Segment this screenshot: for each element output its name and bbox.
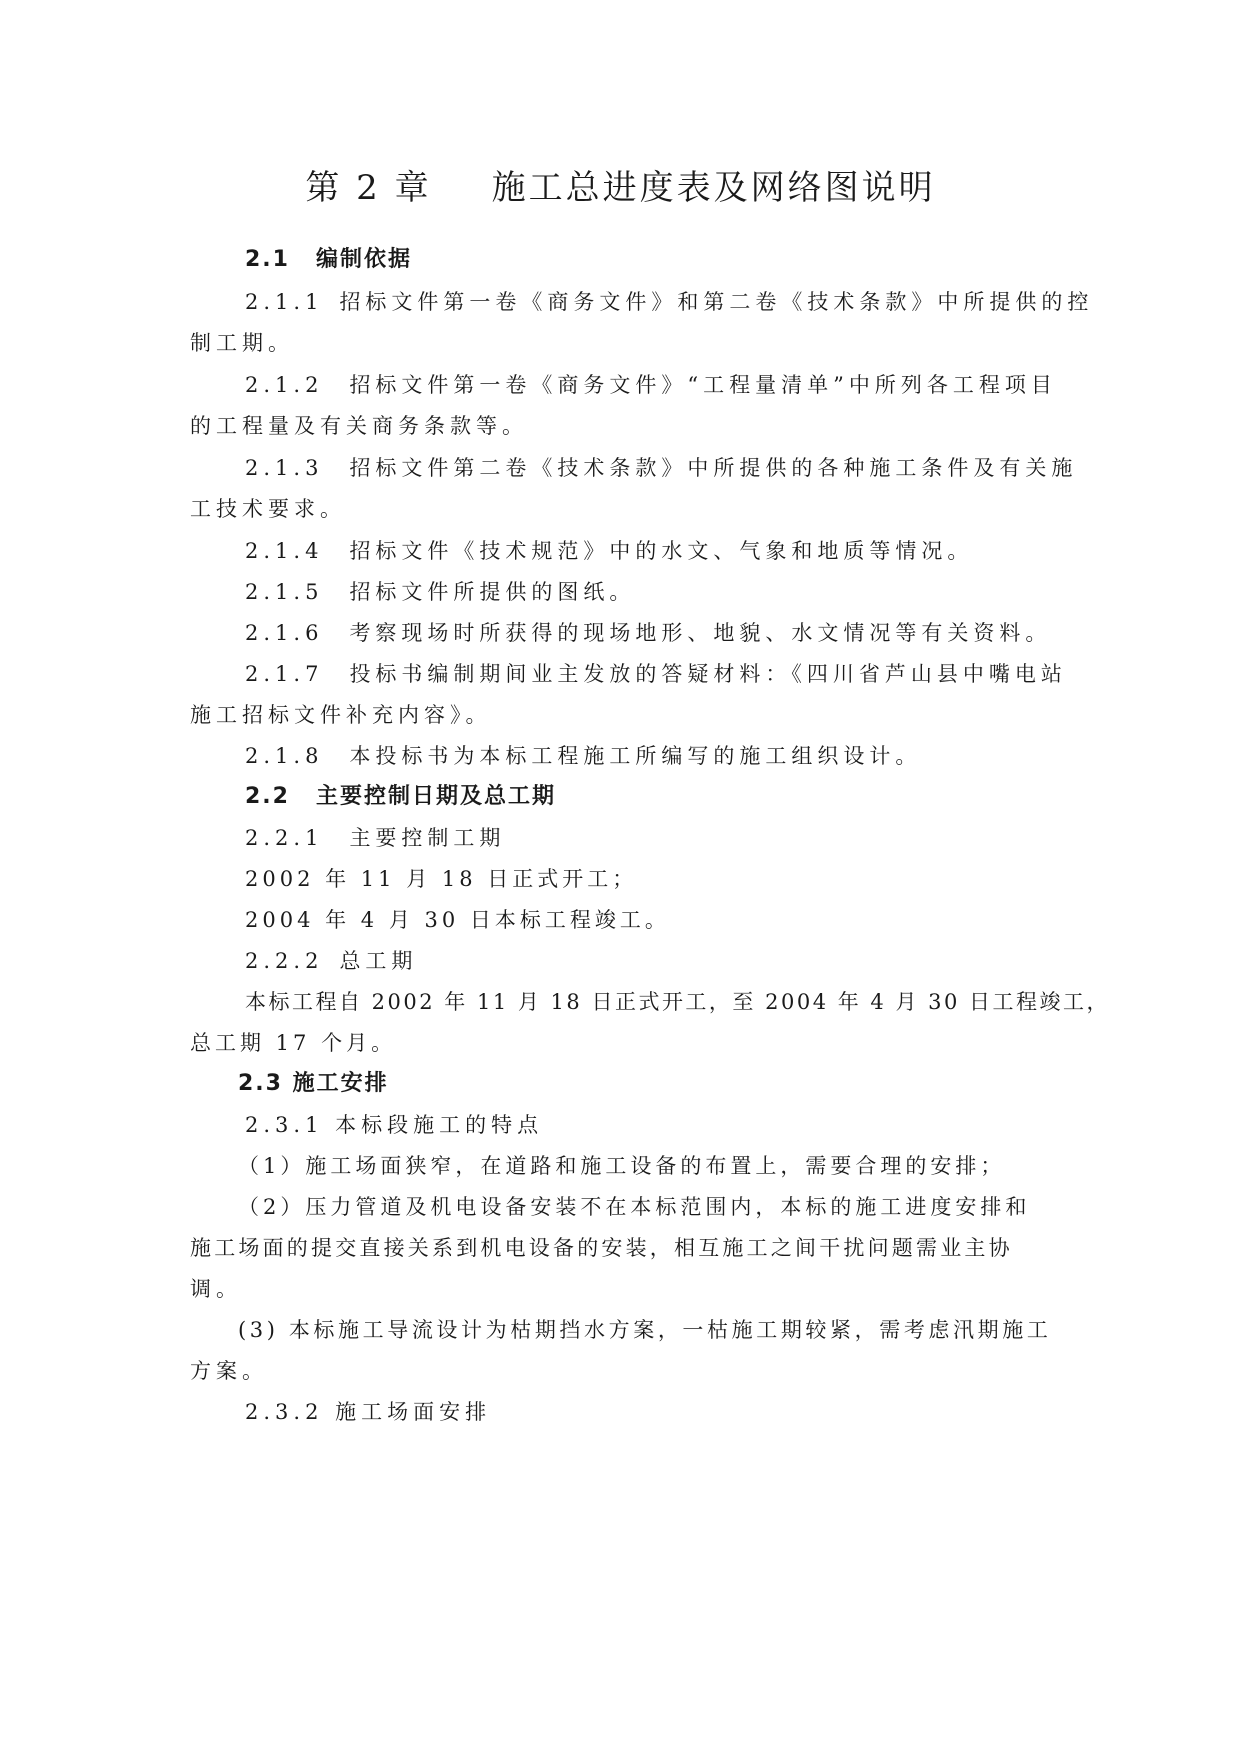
item-number: 2.1.4 (245, 539, 324, 563)
subsection-2-2-2 (245, 946, 1120, 976)
chapter-title (0, 160, 1241, 209)
section-heading-2-3: 2.3 施工安排 (238, 1071, 389, 1096)
item-number: 2.1.5 (245, 580, 324, 604)
section-heading-2-1 (245, 245, 1120, 275)
section-number: 2.2 (245, 784, 290, 809)
item-text: 考察现场时所获得的现场地形、地貌、水文情况等有关资料。 (349, 621, 1052, 645)
item-number: 2.1.1 (245, 290, 324, 314)
item-2-1-1-line1 (245, 287, 1120, 317)
section-heading-2-2 (245, 782, 1120, 812)
item-number: 2.1.6 (245, 621, 324, 645)
item-2-1-5 (245, 577, 1120, 607)
total-duration-line2: 总工期 17 个月。 (190, 1031, 397, 1055)
item-2-1-7-line1 (245, 659, 1120, 689)
item-text: 主要控制工期 (349, 826, 506, 850)
item-2-1-7-line2: 施工招标文件补充内容》。 (190, 703, 492, 727)
item-text: 招标文件第一卷《商务文件》和第二卷《技术条款》中所提供的控 (339, 290, 1094, 314)
item-text: 招标文件《技术规范》中的水文、气象和地质等情况。 (349, 539, 974, 563)
subsection-2-3-2: 2.3.2 施工场面安排 (245, 1400, 492, 1424)
feature-3-line2: 方案。 (190, 1359, 268, 1383)
item-number: 2.1.7 (245, 662, 324, 686)
item-number: 2.2.2 (245, 949, 324, 973)
subsection-2-3-1: 2.3.1 本标段施工的特点 (245, 1113, 544, 1137)
feature-1: （1）施工场面狭窄，在道路和施工设备的布置上，需要合理的安排； (238, 1154, 1006, 1178)
completion-date: 2004 年 4 月 30 日本标工程竣工。 (245, 908, 670, 932)
section-title: 编制依据 (315, 247, 412, 272)
section-title: 主要控制日期及总工期 (315, 784, 556, 809)
start-date: 2002 年 11 月 18 日正式开工； (245, 867, 638, 891)
item-2-1-2-line2: 的工程量及有关商务条款等。 (190, 414, 528, 438)
item-number: 2.1.2 (245, 373, 324, 397)
feature-2-line1: （2）压力管道及机电设备安装不在本标范围内，本标的施工进度安排和 (238, 1195, 1031, 1219)
item-number: 2.1.8 (245, 744, 324, 768)
item-text: 招标文件所提供的图纸。 (349, 580, 636, 604)
item-number: 2.2.1 (245, 826, 324, 850)
item-number: 2.1.3 (245, 456, 324, 480)
chapter-title-text: 施工总进度表及网络图说明 (491, 168, 936, 208)
subsection-2-2-1 (245, 823, 1120, 853)
item-text: 总工期 (339, 949, 418, 973)
item-text: 招标文件第二卷《技术条款》中所提供的各种施工条件及有关施 (349, 456, 1078, 480)
chapter-number: 第 2 章 (305, 168, 432, 208)
item-2-1-6 (245, 618, 1120, 648)
item-2-1-8 (245, 741, 1120, 771)
section-number: 2.1 (245, 247, 290, 272)
feature-2-line3: 调。 (190, 1277, 242, 1301)
item-text: 本投标书为本标工程施工所编写的施工组织设计。 (349, 744, 922, 768)
item-2-1-3-line2: 工技术要求。 (190, 497, 346, 521)
item-2-1-3-line1 (245, 453, 1120, 483)
item-2-1-1-line2: 制工期。 (190, 331, 294, 355)
item-2-1-4 (245, 536, 1120, 566)
total-duration-line1: 本标工程自 2002 年 11 月 18 日正式开工，至 2004 年 4 月 30 日工程竣工， (245, 990, 1111, 1014)
item-text: 招标文件第一卷《商务文件》“工程量清单”中所列各工程项目 (349, 373, 1057, 397)
feature-3-line1: (3) 本标施工导流设计为枯期挡水方案，一枯施工期较紧，需考虑汛期施工 (238, 1318, 1052, 1342)
feature-2-line2: 施工场面的提交直接关系到机电设备的安装，相互施工之间干扰问题需业主协 (190, 1236, 1013, 1260)
item-text: 投标书编制期间业主发放的答疑材料：《四川省芦山县中嘴电站 (349, 662, 1067, 686)
item-2-1-2-line1 (245, 370, 1120, 400)
